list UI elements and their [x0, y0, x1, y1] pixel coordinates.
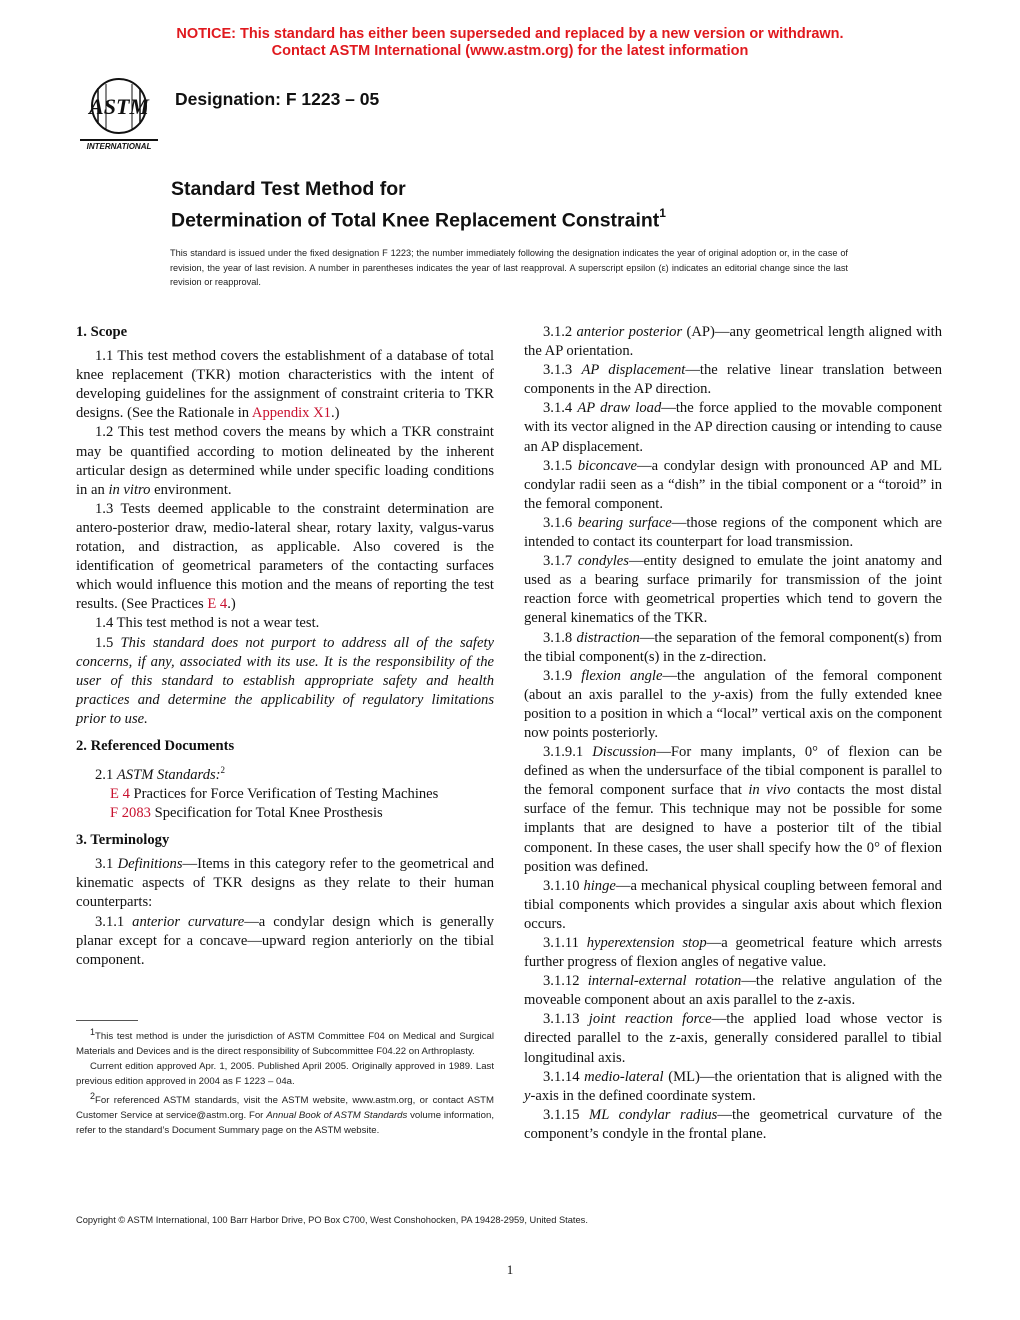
left-column [76, 323, 494, 970]
section-heading-referenced-documents: 2. Referenced Documents [76, 737, 235, 754]
appendix-x1-link[interactable]: Appendix X1 [251, 405, 331, 422]
footnote-rule [76, 1020, 138, 1021]
issuance-note: This standard is issued under the fixed designation F 1223; the number immediately following the designation indicates the year of original adoption or, in the case of revision, the year of last revision. A number in parentheses indicates the year of last reapproval. A superscript epsilon (ε) indicates an editorial change since the last revision or reapproval. [170, 248, 848, 287]
definition-3-1-8: 3.1.8 distraction—the separation of the femoral component(s) from the tibial component(s) in the z-direction. [524, 629, 942, 665]
definition-3-1-2: 3.1.2 anterior posterior (AP)—any geometrical length aligned with the AP orientation. [524, 324, 943, 360]
copyright-line: Copyright © ASTM International, 100 Barr Harbor Drive, PO Box C700, West Conshohocken, PA 19428-2959, United States. [76, 1215, 588, 1225]
paragraph-1-2: 1.2 This test method covers the means by which a TKR constraint may be quantified according to motion delineated by the inherent articular design as determined while under specific loading conditions in an in vitro environment. [76, 424, 494, 498]
footnote-2: $^2$For referenced ASTM standards, visit the ASTM website, www.astm.org, or contact ASTM Customer Service at service@astm.org. For Annual Book of ASTM Standards volume information, refer to the standard’s Document Summary page on the ASTM website. [76, 1091, 494, 1137]
definition-3-1-4: 3.1.4 AP draw load—the force applied to the movable component with its vector aligned in the AP direction causing or intending to cause an AP displacement. [524, 400, 942, 455]
astm-logo-icon [76, 76, 162, 152]
reference-f2083: F 2083 Specification for Total Knee Prosthesis [110, 805, 383, 822]
title-footnote-mark: 1 [659, 206, 666, 220]
reference-f2083-link[interactable]: F 2083 [110, 805, 151, 822]
title-line-2: Determination of Total Knee Replacement Constraint$^1$ [171, 206, 666, 232]
designation: Designation: F 1223 – 05 [175, 89, 380, 109]
paragraph-1-4: 1.4 This test method is not a wear test. [95, 615, 320, 632]
notice-line-1: NOTICE: This standard has either been superseded and replaced by a new version or withdrawn. [176, 26, 844, 42]
logo-subtitle: INTERNATIONAL [86, 142, 152, 151]
reference-e4-link[interactable]: E 4 [110, 786, 130, 803]
definition-3-1-5: 3.1.5 biconcave—a condylar design with pronounced AP and ML condylar radii seen as a “dish” in the tibial component or a “toroid” in the femoral component. [524, 457, 942, 512]
document-title [171, 176, 666, 234]
footnote-1: $^1$This test method is under the jurisdiction of ASTM Committee F04 on Medical and Surgical Materials and Devices and is the direct responsibility of Subcommittee F04.22 on Arthroplasty. [76, 1027, 494, 1058]
right-column [524, 323, 942, 1144]
reference-e4: E 4 Practices for Force Verification of Testing Machines [110, 786, 439, 803]
definition-3-1-3: 3.1.3 AP displacement—the relative linear translation between components in the AP direction. [524, 362, 943, 398]
paragraph-2-1: 2.1 ASTM Standards:$^2$ [95, 765, 226, 783]
paragraph-3-1-1: 3.1.1 anterior curvature—a condylar design which is generally planar except for a concave—upward region anteriorly on the tibial component. [76, 913, 494, 968]
definition-3-1-6: 3.1.6 bearing surface—those regions of the component which are intended to contact its counterpart for load transmission. [524, 514, 943, 551]
e4-link[interactable]: E 4 [207, 596, 228, 613]
definition-3-1-15: 3.1.15 ML condylar radius—the geometrical curvature of the component’s condyle in the frontal plane. [524, 1106, 942, 1142]
definition-3-1-9-1: 3.1.9.1 Discussion—For many implants, 0° of flexion can be defined as when the undersurface of the tibial component is parallel to the femoral component surface that in vivo contacts the most distal surface of the femur. This technique may not be possible for some implants that are designed to have a posterior tilt of the tibial component. In these cases, the user shall specify how the 0° of flexion position was defined. [524, 744, 942, 875]
logo-wordmark: ASTM [89, 94, 149, 119]
definition-3-1-13: 3.1.13 joint reaction force—the applied load whose vector is directed parallel to the z-axis, generally considered parallel to tibial longitudinal axis. [524, 1011, 943, 1066]
section-heading-terminology: 3. Terminology [76, 832, 170, 849]
paragraph-1-5: 1.5 This standard does not purport to address all of the safety concerns, if any, associated with its use. It is the responsibility of the user of this standard to establish appropriate safety and health practices and determine the applicability of regulatory limitations prior to use. [76, 634, 494, 727]
definition-3-1-14: 3.1.14 medio-lateral (ML)—the orientation that is aligned with the y-axis in the defined coordinate system. [524, 1068, 942, 1104]
footnotes [76, 1025, 494, 1138]
section-heading-scope: 1. Scope [76, 324, 128, 340]
definition-3-1-9: 3.1.9 flexion angle—the angulation of the femoral component (about an axis parallel to the y-axis) from the fully extended knee position to a position in which a “local” vertical axis on the component now points posteriorly. [524, 667, 943, 741]
footnote-1-edition: Current edition approved Apr. 1, 2005. Published April 2005. Originally approved in 1989. Last previous edition approved in 2004 as F 1223 – 04a. [76, 1061, 494, 1088]
withdrawal-notice [0, 26, 1020, 60]
definition-3-1-11: 3.1.11 hyperextension stop—a geometrical feature which arrests further progress of flexion angles of negative value. [524, 935, 942, 971]
title-line-1: Standard Test Method for [171, 178, 406, 200]
definition-3-1-12: 3.1.12 internal-external rotation—the relative angulation of the moveable component about an axis parallel to the z-axis. [524, 973, 942, 1009]
paragraph-1-1: 1.1 This test method covers the establishment of a database of total knee replacement (TKR) motion characteristics with the intent of developing guidelines for the assignment of constraint criteria to TKR designs. (See the Rationale in Appendix X1.) [76, 348, 494, 422]
definition-3-1-10: 3.1.10 hinge—a mechanical physical coupling between femoral and tibial components which provides a singular axis about which flexion occurs. [524, 877, 942, 932]
paragraph-3-1: 3.1 Definitions—Items in this category refer to the geometrical and kinematic aspects of TKR designs as they relate to their human counterparts: [76, 856, 495, 911]
notice-line-2: Contact ASTM International (www.astm.org) for the latest information [271, 43, 749, 59]
astm-logo [76, 76, 162, 152]
paragraph-1-3: 1.3 Tests deemed applicable to the constraint determination are antero-posterior draw, medio-lateral shear, rotary laxity, valgus-varus rotation, and distraction, as applicable. Also covered is the identification of geometrical parameters of the contacting surfaces which would influence this motion and the means of reporting the test results. (See Practices E 4.) [76, 500, 494, 613]
definition-3-1-7: 3.1.7 condyles—entity designed to emulate the joint anatomy and used as a bearing surface primarily for transmission of the joint reaction force with geometrical properties which tend to govern the general kinematics of the TKR. [524, 553, 942, 627]
page-number: 1 [506, 1262, 514, 1277]
